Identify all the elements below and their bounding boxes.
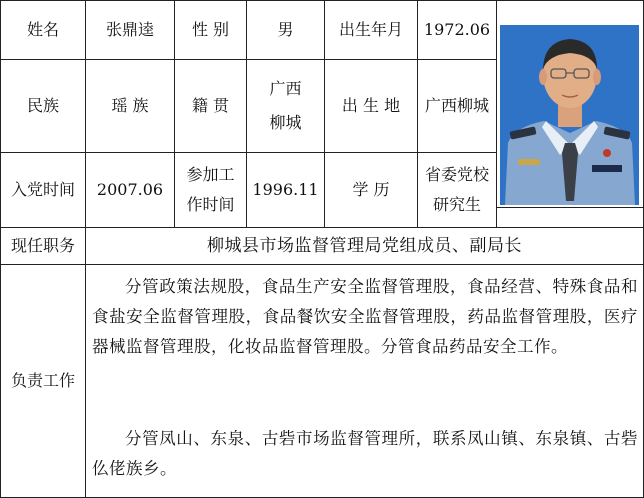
education-line2: 研究生 <box>432 195 481 214</box>
value-education <box>417 152 497 228</box>
label-position: 现任职务 <box>0 227 86 265</box>
work-start-line1: 参加工 <box>186 165 235 184</box>
value-work-start: 1996.11 <box>246 152 325 228</box>
value-native-place <box>246 59 325 153</box>
label-name: 姓名 <box>0 0 86 60</box>
work-start-line2: 作时间 <box>186 195 235 214</box>
label-birth: 出生年月 <box>324 0 418 60</box>
value-gender: 男 <box>246 0 325 60</box>
label-party-join: 入党时间 <box>0 152 86 228</box>
label-education: 学 历 <box>324 152 418 228</box>
label-birthplace: 出 生 地 <box>324 59 418 153</box>
value-name: 张鼎逵 <box>85 0 175 60</box>
label-duties: 负责工作 <box>0 264 86 498</box>
native-place-line2: 柳城 <box>269 113 302 132</box>
duties-paragraph-2: 分管凤山、东泉、古砦市场监督管理所，联系凤山镇、东泉镇、古砦仫佬族乡。 <box>92 429 638 478</box>
label-native-place: 籍 贯 <box>174 59 247 153</box>
education-line1: 省委党校 <box>424 165 489 184</box>
value-birth: 1972.06 <box>417 0 497 60</box>
photo-bottom-cell <box>496 207 644 228</box>
label-ethnicity: 民族 <box>0 59 86 153</box>
value-ethnicity: 瑶 族 <box>85 59 175 153</box>
value-position: 柳城县市场监督管理局党组成员、副局长 <box>85 227 644 265</box>
label-work-start <box>174 152 247 228</box>
native-place-line1: 广西 <box>269 79 302 98</box>
portrait-illustration <box>500 25 639 205</box>
duties-paragraph-1: 分管政策法规股，食品生产安全监督管理股，食品经营、特殊食品和食盐安全监督管理股，食品餐饮安全监督管理股，药品监督管理股，医疗器械监督管理股，化妆品监督管理股。分管食品药品安全工作。 <box>92 277 638 356</box>
value-birthplace: 广西柳城 <box>417 59 497 153</box>
label-gender: 性 别 <box>174 0 247 60</box>
portrait-photo <box>500 25 639 205</box>
value-party-join: 2007.06 <box>85 152 175 228</box>
